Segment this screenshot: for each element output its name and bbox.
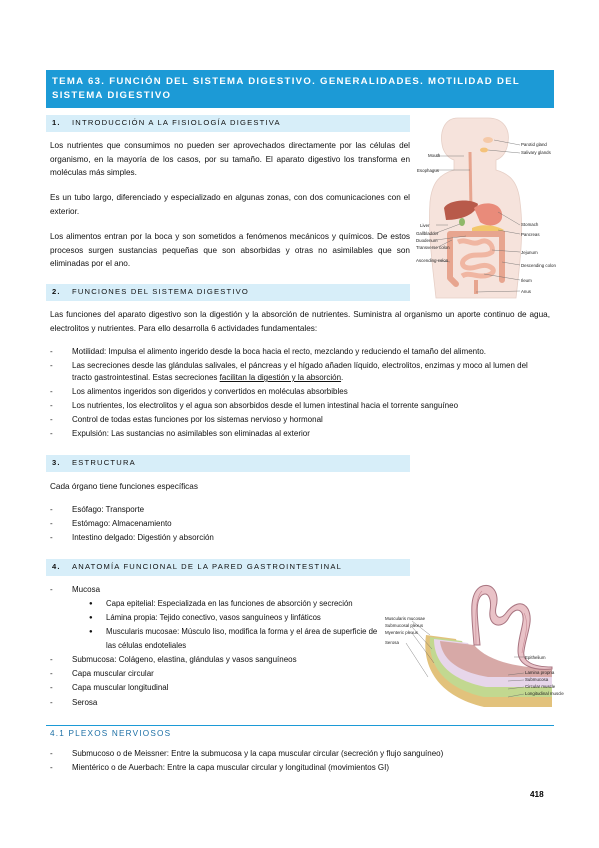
label-epithelium: Epithelium <box>525 655 546 660</box>
label-lamina-propria: Lamina propria <box>525 670 555 675</box>
section-4-list <box>50 583 380 710</box>
section-1-number: 1. <box>52 118 61 127</box>
section-2-list <box>50 345 550 441</box>
page-number: 418 <box>530 790 544 799</box>
sublist-item: ● Capa epitelial: Especializada en las funciones de absorción y secreción <box>89 597 380 611</box>
list-item: - Serosa <box>50 696 380 710</box>
section-3-title: ESTRUCTURA <box>72 458 136 467</box>
list-item: - Intestino delgado: Digestión y absorción <box>50 531 410 545</box>
page-title: TEMA 63. FUNCIÓN DEL SISTEMA DIGESTIVO. GENERALIDADES. MOTILIDAD DEL SISTEMA DIGESTIVO <box>46 70 554 108</box>
label-parotid-gland: Parotid gland <box>521 142 547 147</box>
label-jejunum: Jejunum <box>521 250 538 255</box>
mucosa-sublist <box>89 597 380 653</box>
section-3-number: 3. <box>52 458 61 467</box>
label-esophagus: Esophagus <box>417 168 439 173</box>
sublist-item: ● Lámina propia: Tejido conectivo, vasos sanguíneos y linfáticos <box>89 611 380 625</box>
list-item: - Capa muscular longitudinal <box>50 681 380 695</box>
underlined-text: facilitan la digestión y la absorción <box>219 373 342 383</box>
section-1-paragraph-2: Es un tubo largo, diferenciado y especializado en algunas zonas, con dos comunicaciones con el exterior. <box>50 193 410 216</box>
section-4-1-list <box>50 747 550 775</box>
label-submucosal-plexus: Submucosal plexus <box>385 623 424 628</box>
list-item-text: Las secreciones desde las glándulas salivales, el páncreas y el hígado añaden líquido, electrolitos, enzimas y moco al lumen del tracto gastrointestinal. Estas secreciones <box>72 361 528 383</box>
list-item: - Esófago: Transporte <box>50 503 410 517</box>
list-item: - Motilidad: Impulsa el alimento ingerido desde la boca hacia el recto, mezclando y reduciendo el tamaño del alimento. <box>50 345 550 359</box>
list-item: - Control de todas estas funciones por los sistemas nervioso y hormonal <box>50 413 550 427</box>
label-mouth: Mouth <box>428 153 441 158</box>
section-4-title: ANATOMÍA FUNCIONAL DE LA PARED GASTROINTESTINAL <box>72 562 343 571</box>
section-3-list <box>50 503 410 545</box>
section-2-title: FUNCIONES DEL SISTEMA DIGESTIVO <box>72 287 250 296</box>
list-item: - Expulsión: Las sustancias no asimilables son eliminadas al exterior <box>50 427 550 441</box>
label-salivary-glands: Salivary glands <box>521 150 551 155</box>
sublist-item: ● Muscularis mucosae: Músculo liso, modifica la forma y el área de superficie de las células endoteliales <box>89 625 380 653</box>
label-stomach: Stomach <box>521 222 539 227</box>
label-longitudinal-muscle: Longitudinal muscle <box>525 691 564 696</box>
label-ascending-colon: Ascending colon <box>416 258 449 263</box>
list-item <box>50 359 550 385</box>
label-descending-colon: Descending colon <box>521 263 556 268</box>
list-item: - Los alimentos ingeridos son digeridos y convertidos en moléculas absorbibles <box>50 385 550 399</box>
section-1-header <box>46 115 410 132</box>
label-submucosa: Submucosa <box>525 677 549 682</box>
section-4-1-title: 4.1 PLEXOS NERVIOSOS <box>50 729 172 738</box>
label-serosa: Serosa <box>385 640 399 645</box>
section-2-header <box>46 284 410 301</box>
list-item: - Los nutrientes, los electrolitos y el agua son absorbidos desde el lumen intestinal hacia el torrente sanguíneo <box>50 399 550 413</box>
section-3-intro: Cada órgano tiene funciones específicas <box>50 482 198 491</box>
label-pancreas: Pancreas <box>521 232 540 237</box>
digestive-system-figure <box>414 112 554 302</box>
list-item-mucosa <box>50 583 380 653</box>
section-2-intro: Las funciones del aparato digestivo son la digestión y la absorción de nutrientes. Suministra al organismo un aporte continuo de agua, electrolitos y nutrientes. Para ello desarrolla 6 actividades fundamentales: <box>50 310 550 333</box>
section-1-title: INTRODUCCIÓN A LA FISIOLOGÍA DIGESTIVA <box>72 118 281 127</box>
mucosa-label: Mucosa <box>72 585 101 594</box>
label-anus: Anus <box>521 289 532 294</box>
section-3-header <box>46 455 410 472</box>
label-muscularis-mucosae: Muscularis mucosae <box>385 616 426 621</box>
label-gallbladder: Gallbladder <box>416 231 439 236</box>
list-item-end: . <box>341 373 344 383</box>
list-item: - Estómago: Almacenamiento <box>50 517 410 531</box>
list-item: - Submucoso o de Meissner: Entre la submucosa y la capa muscular circular (secreción y flujo sanguíneo) <box>50 747 550 761</box>
label-transverse-colon: Transverse colon <box>416 245 450 250</box>
label-ileum: Ileum <box>521 278 532 283</box>
label-liver: Liver <box>420 223 430 228</box>
gi-wall-figure <box>384 577 564 717</box>
list-item: - Mientérico o de Auerbach: Entre la capa muscular circular y longitudinal (movimientos GI) <box>50 761 550 775</box>
list-item: - Submucosa: Colágeno, elastina, glándulas y vasos sanguíneos <box>50 653 380 667</box>
label-duodenum: Duodenum <box>416 238 438 243</box>
label-myenteric-plexus: Myenteric plexus <box>385 630 418 635</box>
label-circular-muscle: Circular muscle <box>525 684 556 689</box>
section-4-1-rule <box>46 725 554 726</box>
section-2-number: 2. <box>52 287 61 296</box>
list-item: - Capa muscular circular <box>50 667 380 681</box>
section-1-paragraph-3: Los alimentos entran por la boca y son sometidos a fenómenos mecánicos y químicos. De estos procesos surgen sustancias pequeñas que son absorbidas y otras no asimilables que son eliminadas por el ano. <box>50 232 410 269</box>
section-4-header <box>46 559 410 576</box>
section-1-paragraph-1: Los nutrientes que consumimos no pueden ser aprovechados directamente por las células del organismo, en la mayoría de los casos, por su tamaño. El aparato digestivo los transforma en moléculas más simples. <box>50 141 410 178</box>
section-4-number: 4. <box>52 562 61 571</box>
